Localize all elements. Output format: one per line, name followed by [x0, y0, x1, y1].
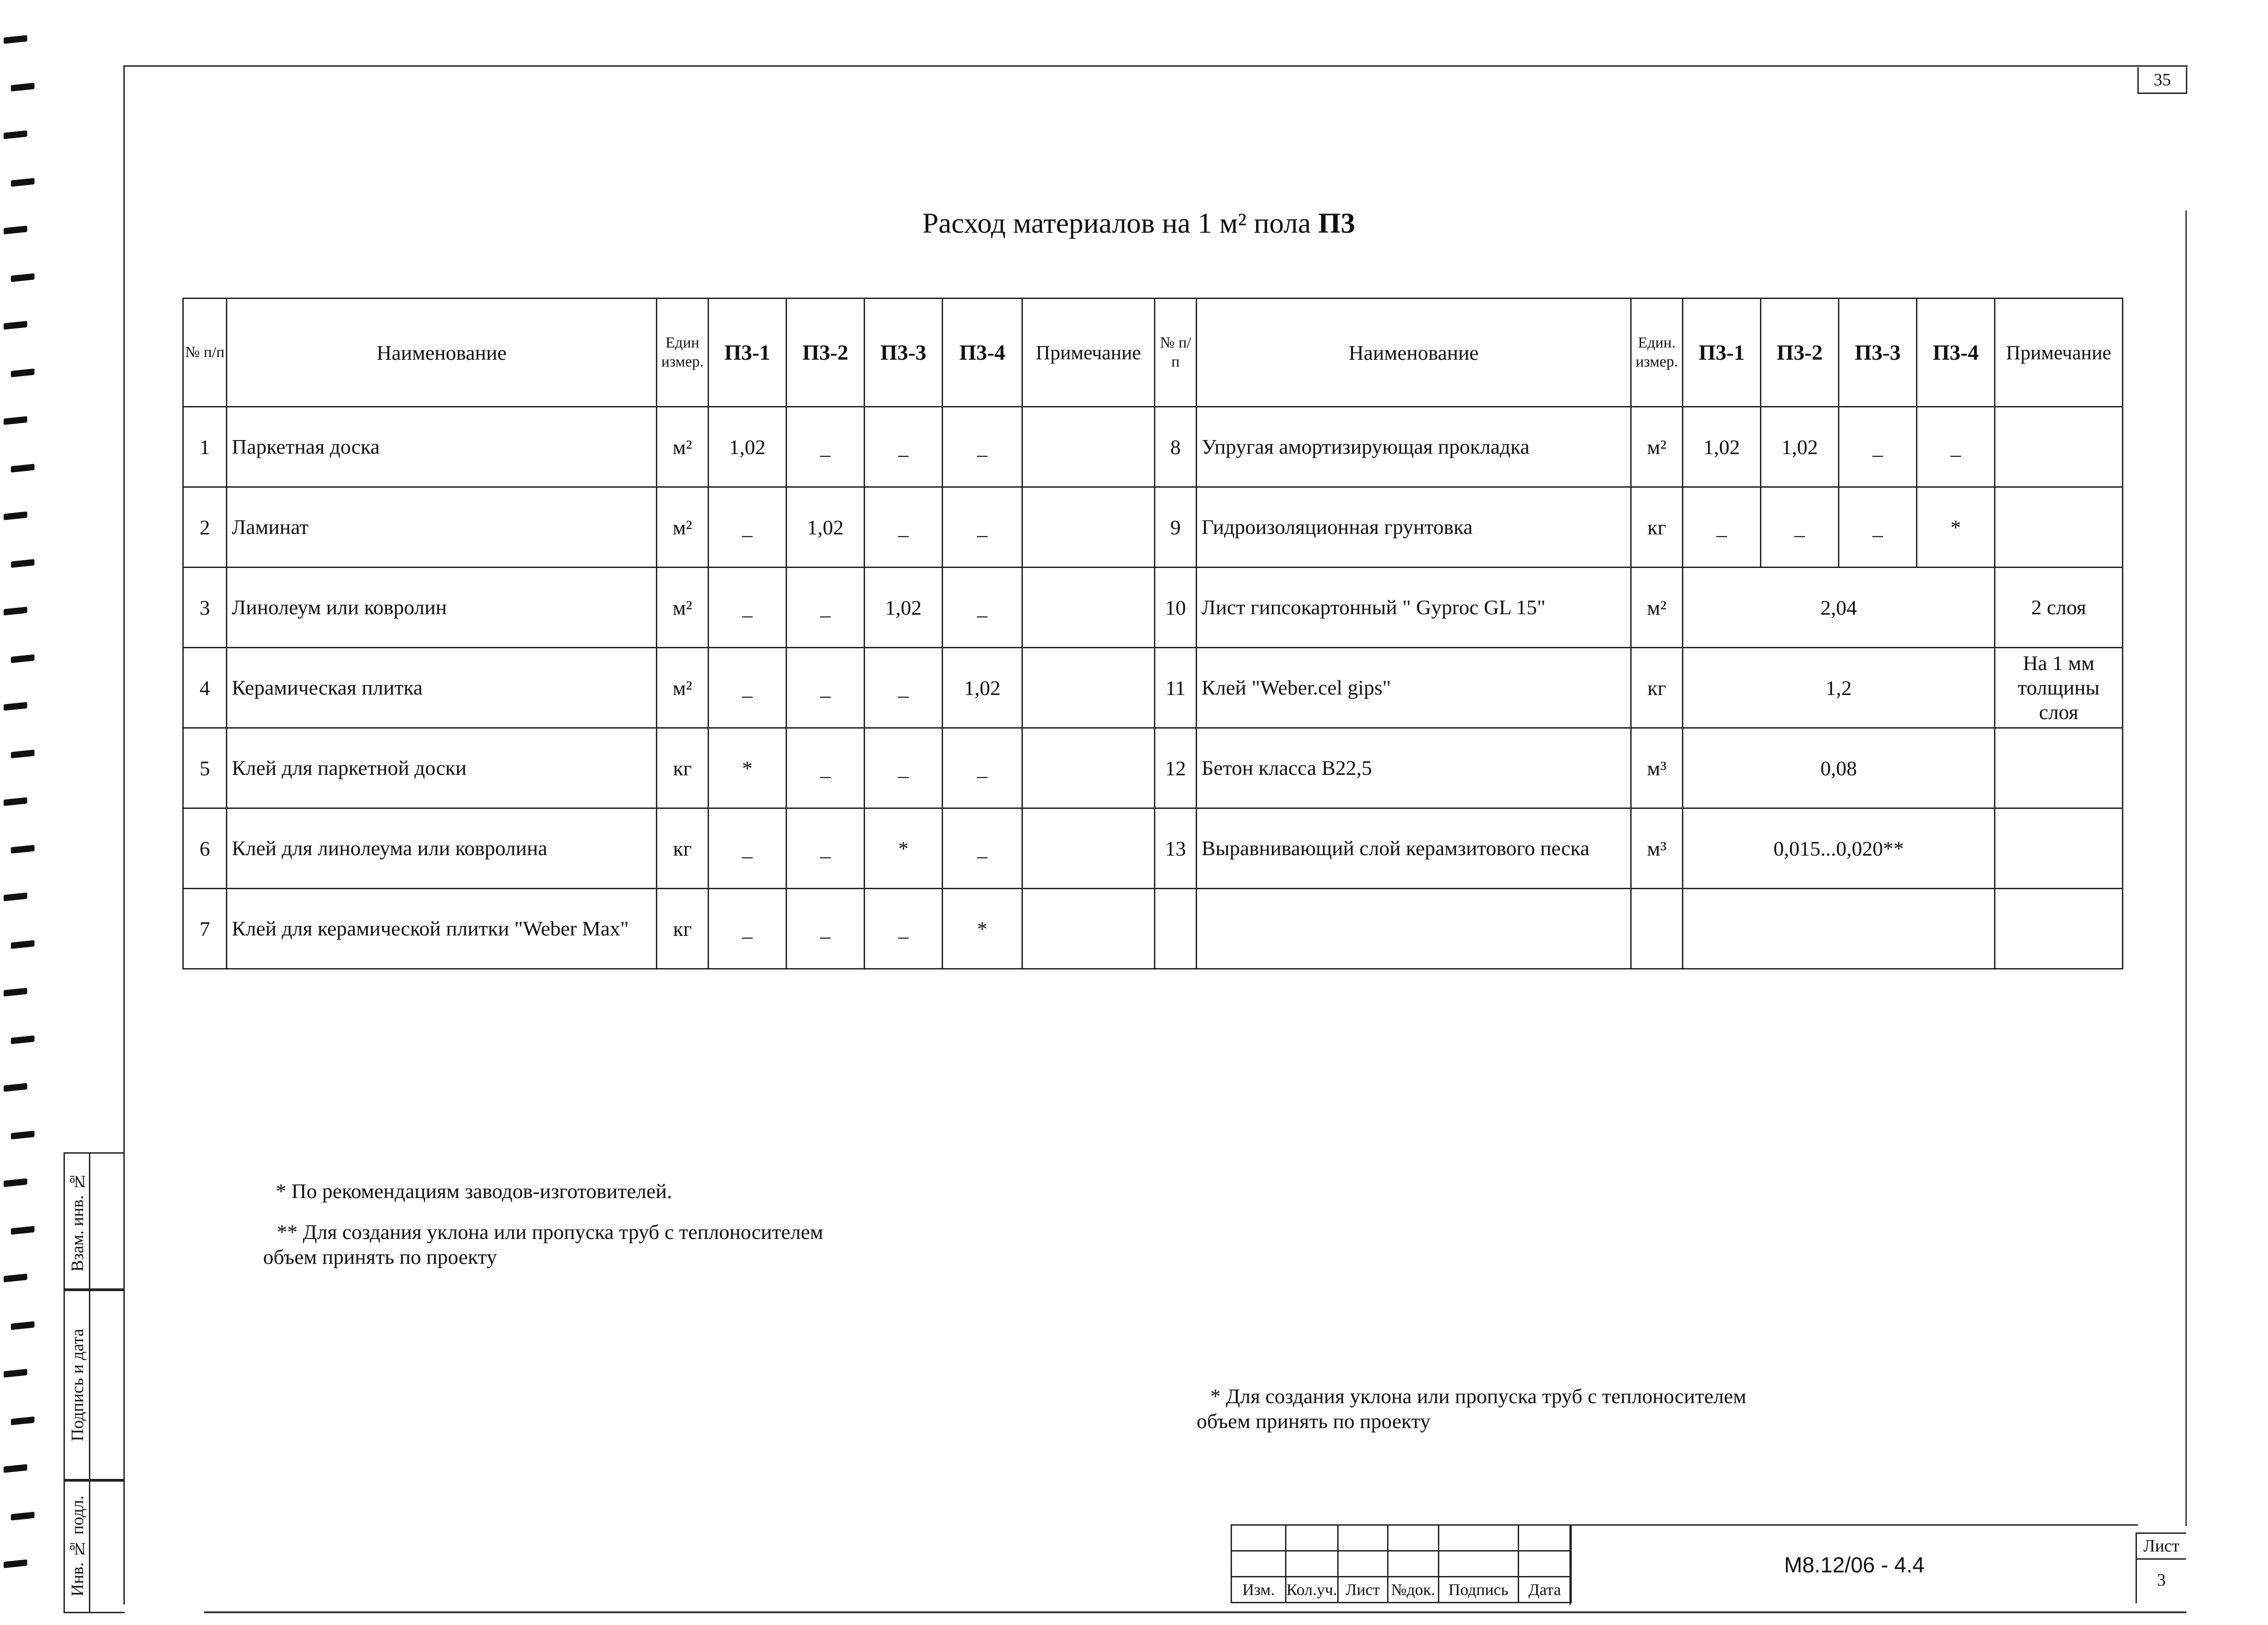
- note-cell: [1022, 728, 1155, 808]
- value-cell-p3-4: _: [943, 407, 1022, 487]
- row-number: 6: [183, 808, 227, 889]
- binding-mark: [4, 1369, 27, 1377]
- value-cell-p3-3: _: [865, 728, 943, 808]
- header-unit-right: Един. измер.: [1631, 299, 1683, 407]
- value-cell-p3-1: *: [709, 728, 787, 808]
- unit-cell: м³: [1631, 808, 1683, 889]
- binding-marks: [0, 36, 41, 1615]
- stamp-row-2: [1232, 1551, 1571, 1577]
- unit-cell: м²: [1631, 568, 1683, 648]
- stamp-document-code: М8.12/06 - 4.4: [1569, 1524, 2138, 1605]
- value-cell-p3-1: 1,02: [709, 407, 787, 487]
- stamp-col-doc-num: №док.: [1388, 1577, 1438, 1603]
- frame-right-line: [2185, 210, 2187, 1526]
- value-cell-p3-4: _: [943, 568, 1022, 648]
- binding-mark: [11, 1416, 34, 1425]
- value-cell-p3-2: _: [787, 648, 865, 728]
- binding-mark: [11, 1226, 34, 1234]
- binding-mark: [4, 35, 27, 44]
- corner-page-number: 35: [2137, 67, 2187, 94]
- value-cell-p3-3: _: [865, 889, 943, 969]
- value-cell-p3-2: 1,02: [787, 487, 865, 568]
- title-floor-code: П3: [1318, 207, 1355, 239]
- unit-cell: м²: [657, 407, 709, 487]
- unit-cell: м³: [1631, 728, 1683, 808]
- binding-mark: [4, 892, 27, 901]
- value-cell-p3-4: *: [1917, 487, 1995, 568]
- row-number: 10: [1155, 568, 1197, 648]
- materials-table: [182, 298, 2123, 969]
- material-name: Линолеум или ковролин: [227, 568, 657, 648]
- stamp-col-date: Дата: [1518, 1577, 1571, 1603]
- value-cell-p3-1: _: [709, 808, 787, 889]
- header-col-1: П3-1: [709, 299, 787, 407]
- value-cell-p3-2: 1,02: [1761, 407, 1839, 487]
- material-name: Бетон класса В22,5: [1197, 728, 1631, 808]
- value-cell-p3-4: _: [943, 808, 1022, 889]
- side-stamp-replacement-inv-field: [89, 1152, 125, 1291]
- unit-cell: м²: [657, 487, 709, 568]
- value-cell-p3-4: _: [943, 487, 1022, 568]
- material-name: Клей для паркетной доски: [227, 728, 657, 808]
- material-name: Упругая амортизирующая прокладка: [1197, 407, 1631, 487]
- stamp-revision-table: [1231, 1524, 1572, 1603]
- table-row: [183, 487, 2123, 568]
- side-stamp-original-inv-field: [89, 1479, 125, 1613]
- footnote-slope-right: [1197, 1384, 1746, 1434]
- unit-cell: [1631, 889, 1683, 969]
- material-name: Выравнивающий слой керамзитового песка: [1197, 808, 1631, 889]
- side-stamp-original-inv-label: Инв. № подл.: [68, 1495, 87, 1597]
- row-number: 5: [183, 728, 227, 808]
- material-name: Керамическая плитка: [227, 648, 657, 728]
- value-cell-merged: 0,015...0,020**: [1683, 808, 1995, 889]
- side-stamp-original-inv: [64, 1479, 90, 1613]
- header-col-2: П3-2: [787, 299, 865, 407]
- row-number: 2: [183, 487, 227, 568]
- value-cell-p3-1: _: [709, 568, 787, 648]
- note-cell: На 1 мм толщины слоя: [1995, 648, 2123, 728]
- binding-mark: [11, 178, 34, 186]
- binding-mark: [4, 702, 27, 710]
- table-row: [183, 808, 2123, 889]
- stamp-col-sheet: Лист: [1338, 1577, 1388, 1603]
- note-cell: [1022, 889, 1155, 969]
- row-number: 12: [1155, 728, 1197, 808]
- note-cell: [1022, 568, 1155, 648]
- stamp-col-signature: Подпись: [1438, 1577, 1518, 1603]
- title-text: Расход материалов на 1 м² пола: [922, 207, 1311, 239]
- value-cell-p3-2: _: [787, 407, 865, 487]
- binding-mark: [11, 1035, 34, 1044]
- binding-mark: [11, 654, 34, 663]
- stamp-col-count: Кол.уч.: [1286, 1577, 1338, 1603]
- note-cell: [1022, 407, 1155, 487]
- row-number: 13: [1155, 808, 1197, 889]
- binding-mark: [4, 797, 27, 806]
- note-cell: 2 слоя: [1995, 568, 2123, 648]
- table-row: [183, 407, 2123, 487]
- side-stamp-replacement-inv-label: Взам. инв. №: [68, 1172, 87, 1272]
- table-row: [183, 648, 2123, 728]
- value-cell-merged: 1,2: [1683, 648, 1995, 728]
- binding-mark: [4, 1464, 27, 1473]
- header-col-3-right: П3-3: [1839, 299, 1917, 407]
- note-cell: [1022, 487, 1155, 568]
- material-name: Клей для керамической плитки "Weber Max": [227, 889, 657, 969]
- frame-bottom-line: [204, 1611, 2186, 1613]
- material-name: Клей "Weber.cel gips": [1197, 648, 1631, 728]
- binding-mark: [11, 464, 34, 472]
- value-cell-p3-3: _: [865, 407, 943, 487]
- footnote-slope-left-line-2: объем принять по проекту: [263, 1245, 497, 1269]
- side-stamp-signature-date-label: Подпись и дата: [68, 1328, 87, 1442]
- binding-mark: [4, 511, 27, 520]
- stamp-col-change: Изм.: [1232, 1577, 1286, 1603]
- header-name: Наименование: [227, 299, 657, 407]
- value-cell-p3-3: _: [1839, 407, 1917, 487]
- footnote-slope-right-line-2: объем принять по проекту: [1197, 1410, 1431, 1433]
- binding-mark: [4, 1083, 27, 1091]
- side-stamp-signature-date-field: [89, 1288, 125, 1482]
- material-name: [1197, 889, 1631, 969]
- unit-cell: м²: [1631, 407, 1683, 487]
- value-cell-p3-3: _: [865, 648, 943, 728]
- value-cell-p3-4: 1,02: [943, 648, 1022, 728]
- binding-mark: [11, 1321, 34, 1330]
- table-row: [183, 889, 2123, 969]
- value-cell-p3-2: _: [787, 568, 865, 648]
- binding-mark: [11, 368, 34, 377]
- row-number: [1155, 889, 1197, 969]
- row-number: 4: [183, 648, 227, 728]
- value-cell-p3-3: _: [1839, 487, 1917, 568]
- value-cell-p3-1: _: [709, 889, 787, 969]
- unit-cell: м²: [657, 568, 709, 648]
- value-cell-p3-1: _: [709, 648, 787, 728]
- row-number: 1: [183, 407, 227, 487]
- binding-mark: [4, 321, 27, 329]
- binding-mark: [4, 607, 27, 615]
- side-stamp-signature-date: [64, 1288, 90, 1482]
- row-number: 11: [1155, 648, 1197, 728]
- binding-mark: [11, 940, 34, 949]
- value-cell-p3-3: *: [865, 808, 943, 889]
- binding-mark: [11, 83, 34, 91]
- material-name: Ламинат: [227, 487, 657, 568]
- binding-mark: [11, 559, 34, 568]
- value-cell-p3-1: _: [1683, 487, 1761, 568]
- unit-cell: кг: [1631, 648, 1683, 728]
- note-cell: [1995, 889, 2123, 969]
- header-num-right: № п/п: [1155, 299, 1197, 407]
- unit-cell: кг: [657, 808, 709, 889]
- material-name: Гидроизоляционная грунтовка: [1197, 487, 1631, 568]
- note-cell: [1995, 487, 2123, 568]
- value-cell-p3-4: _: [1917, 407, 1995, 487]
- row-number: 8: [1155, 407, 1197, 487]
- unit-cell: кг: [1631, 487, 1683, 568]
- stamp-row-1: [1232, 1525, 1571, 1551]
- header-unit: Един измер.: [657, 299, 709, 407]
- value-cell-merged: 2,04: [1683, 568, 1995, 648]
- stamp-header-row: [1232, 1577, 1571, 1603]
- value-cell-p3-4: _: [943, 728, 1022, 808]
- binding-mark: [11, 749, 34, 758]
- header-col-3: П3-3: [865, 299, 943, 407]
- unit-cell: м²: [657, 648, 709, 728]
- table-row: [183, 568, 2123, 648]
- value-cell-p3-2: _: [787, 728, 865, 808]
- value-cell-p3-2: _: [787, 889, 865, 969]
- binding-mark: [4, 1273, 27, 1282]
- value-cell-p3-4: *: [943, 889, 1022, 969]
- binding-mark: [4, 1559, 27, 1568]
- material-name: Клей для линолеума или ковролина: [227, 808, 657, 889]
- header-col-4: П3-4: [943, 299, 1022, 407]
- value-cell-p3-1: 1,02: [1683, 407, 1761, 487]
- stamp-sheet-number: 3: [2136, 1557, 2186, 1603]
- material-name: Паркетная доска: [227, 407, 657, 487]
- row-number: 7: [183, 889, 227, 969]
- document-title: [0, 206, 2268, 240]
- value-cell-p3-2: _: [787, 808, 865, 889]
- note-cell: [1022, 648, 1155, 728]
- side-stamp-replacement-inv: [64, 1152, 90, 1291]
- header-col-4-right: П3-4: [1917, 299, 1995, 407]
- row-number: 9: [1155, 487, 1197, 568]
- table-header-row: [183, 299, 2123, 407]
- note-cell: [1995, 407, 2123, 487]
- header-col-1-right: П3-1: [1683, 299, 1761, 407]
- footnote-manufacturers: * По рекомендациям заводов-изготовителей.: [276, 1180, 672, 1203]
- header-note-right: Примечание: [1995, 299, 2123, 407]
- value-cell-p3-2: _: [1761, 487, 1839, 568]
- binding-mark: [11, 1512, 34, 1520]
- footnote-slope-left-line-1: ** Для создания уклона или пропуска труб с теплоносителем: [277, 1220, 823, 1243]
- binding-mark: [4, 130, 27, 139]
- note-cell: [1995, 728, 2123, 808]
- binding-mark: [11, 273, 34, 282]
- note-cell: [1995, 808, 2123, 889]
- binding-mark: [11, 1131, 34, 1139]
- header-num: № п/п: [183, 299, 227, 407]
- header-note: Примечание: [1022, 299, 1155, 407]
- value-cell-p3-3: 1,02: [865, 568, 943, 648]
- unit-cell: кг: [657, 728, 709, 808]
- table-row: [183, 728, 2123, 808]
- header-name-right: Наименование: [1197, 299, 1631, 407]
- value-cell-p3-1: _: [709, 487, 787, 568]
- footnote-slope-right-line-1: * Для создания уклона или пропуска труб с теплоносителем: [1210, 1385, 1746, 1408]
- unit-cell: кг: [657, 889, 709, 969]
- value-cell-p3-3: _: [865, 487, 943, 568]
- value-cell-merged: 0,08: [1683, 728, 1995, 808]
- footnote-slope-left: [263, 1219, 823, 1269]
- material-name: Лист гипсокартонный " Gyproc GL 15": [1197, 568, 1631, 648]
- stamp-sheet-label: Лист: [2136, 1532, 2186, 1560]
- binding-mark: [4, 1178, 27, 1187]
- binding-mark: [4, 416, 27, 425]
- binding-mark: [4, 988, 27, 996]
- table-body: [183, 407, 2123, 969]
- row-number: 3: [183, 568, 227, 648]
- value-cell-merged: [1683, 889, 1995, 969]
- binding-mark: [11, 845, 34, 853]
- note-cell: [1022, 808, 1155, 889]
- header-col-2-right: П3-2: [1761, 299, 1839, 407]
